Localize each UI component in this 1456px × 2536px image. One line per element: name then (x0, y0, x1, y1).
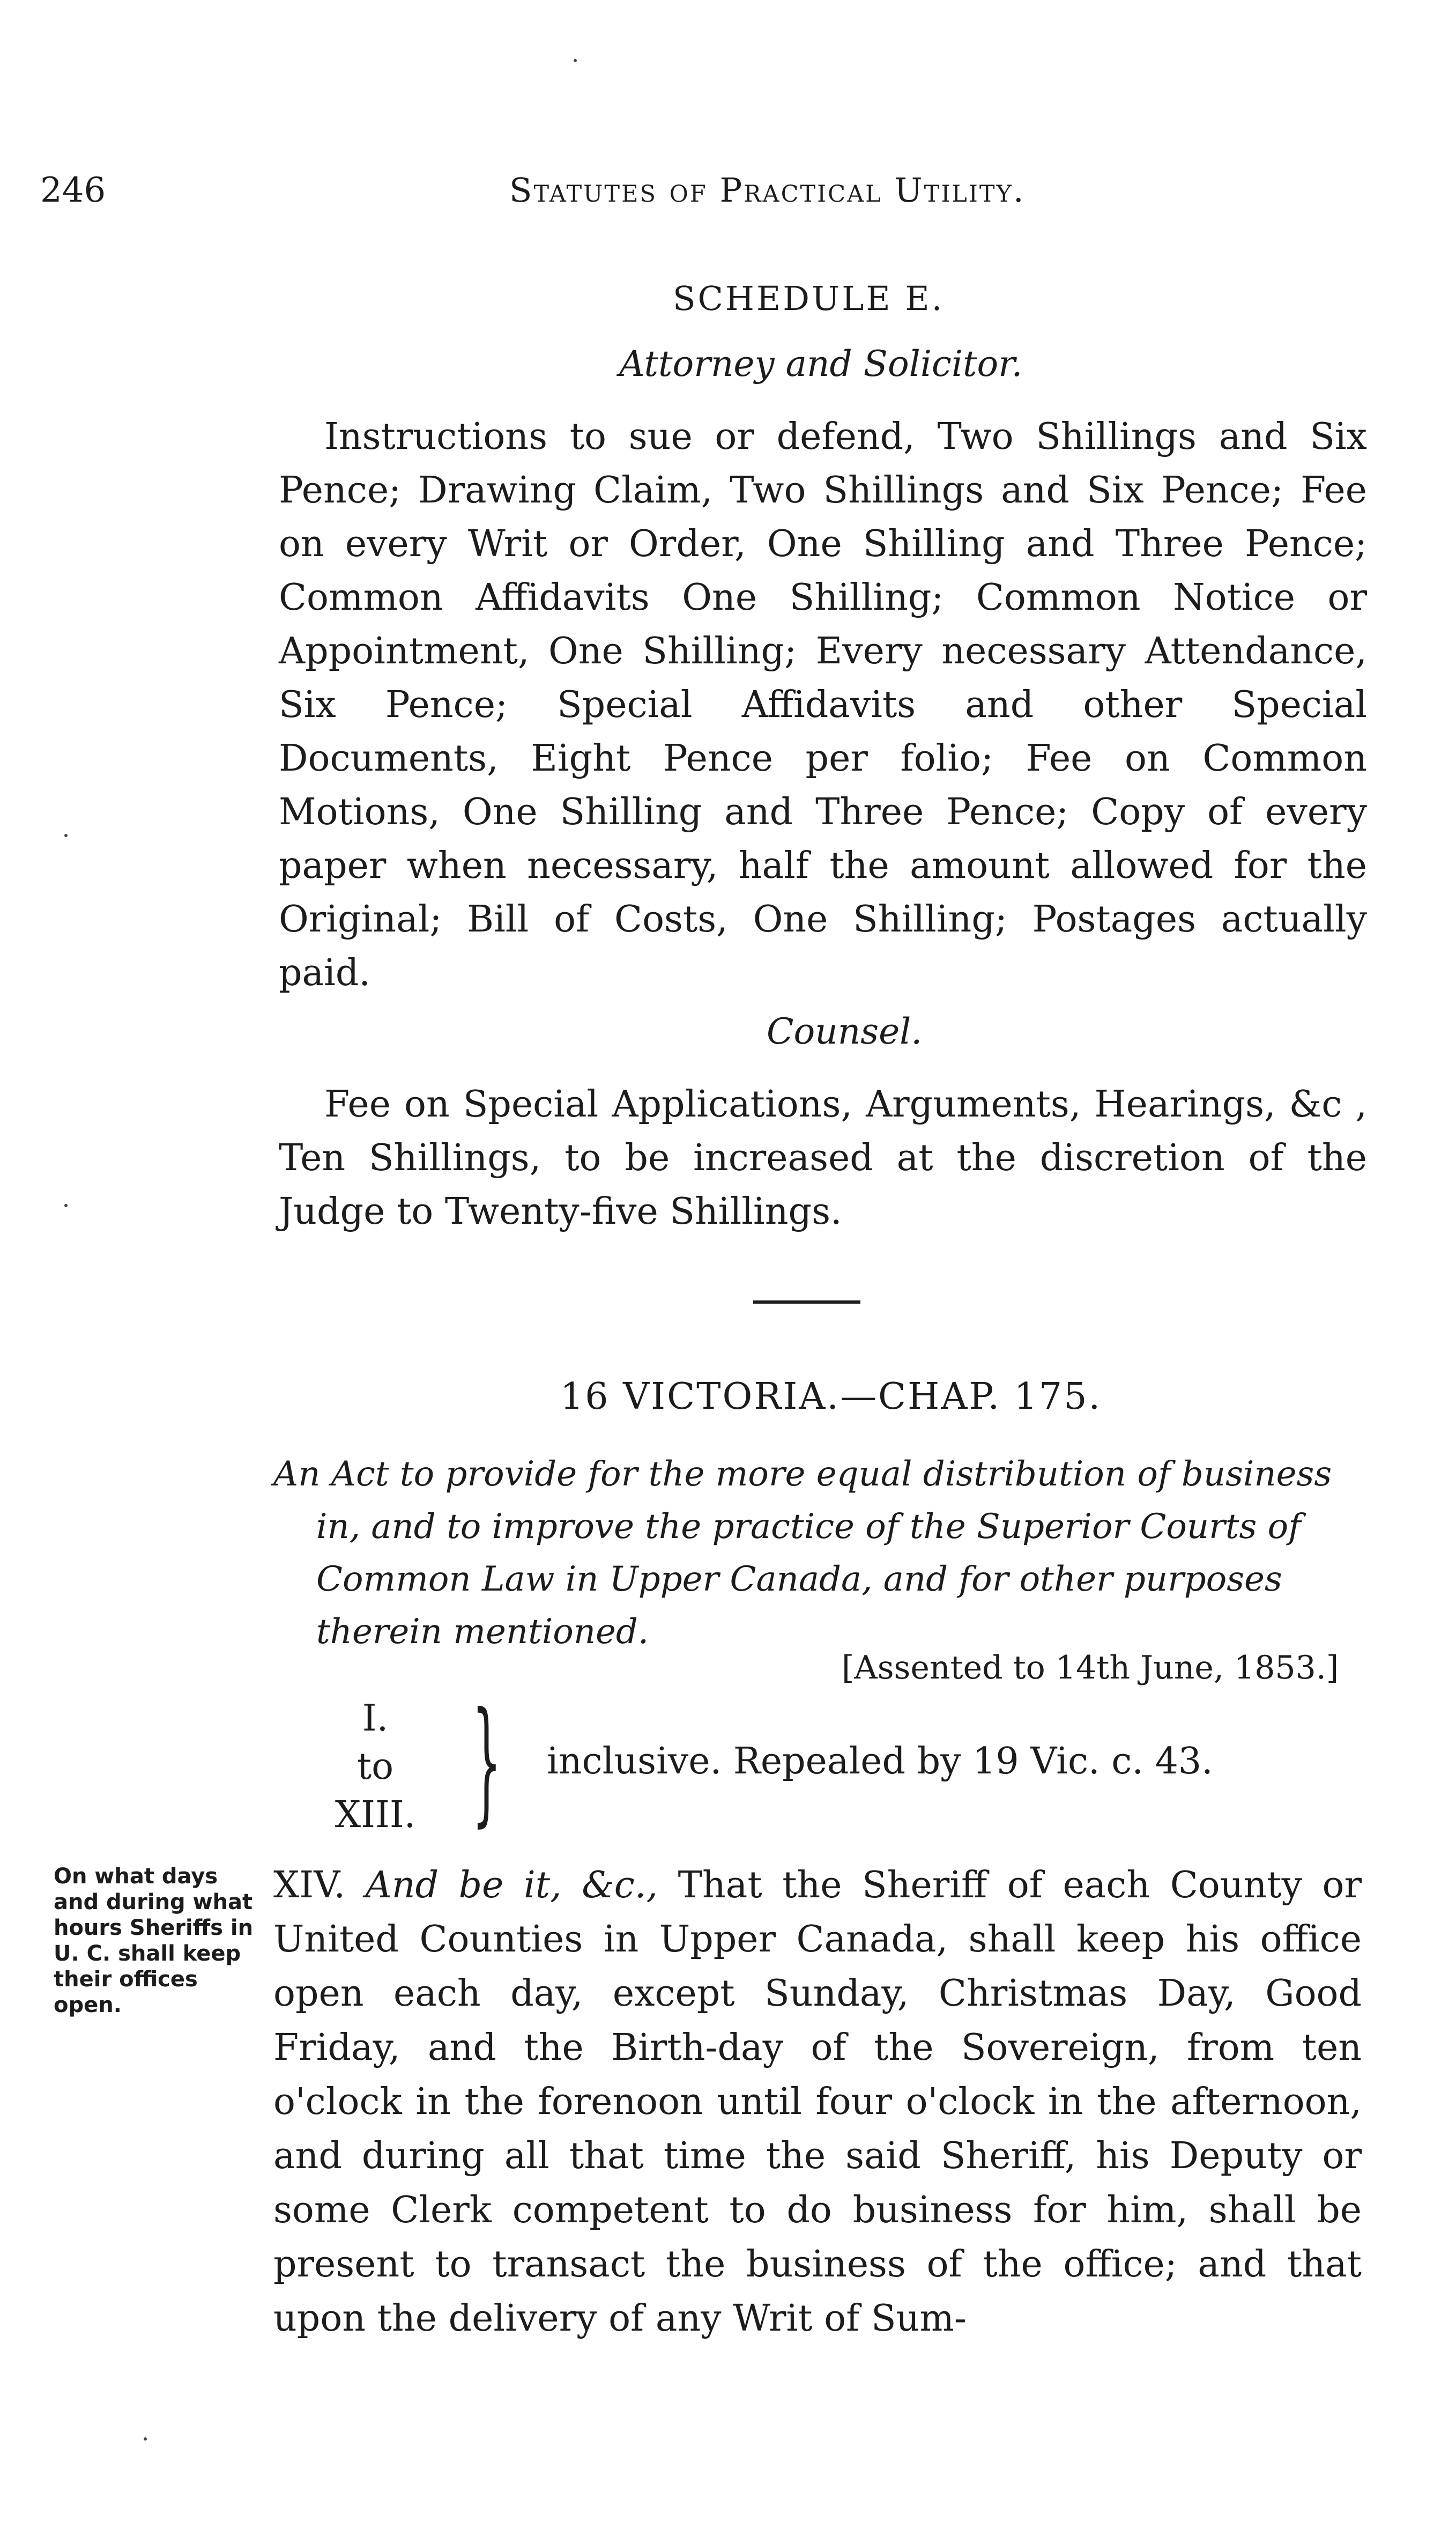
section-divider (753, 1300, 860, 1304)
running-head: Statutes of Practical Utility. (509, 171, 1026, 210)
section-14-text: That the Sheriff of each County or United Counties in Upper Canada, shall keep his office open each day, except Sunday, Christmas Day, Good Friday, and the Birth-day of the Sovereign, from ten o'clock in the forenoon until four o'clock in the afternoon, and during all that time the said Sheriff, his Deputy or some Clerk competent to do business for him, shall be present to transact the business of the office; and that upon the delivery of any Writ of Sum- (273, 1864, 1362, 2340)
schedule-title: SCHEDULE E. (673, 279, 945, 318)
repeal-note: inclusive. Repealed by 19 Vic. c. 43. (547, 1740, 1213, 1783)
section-range-from: I. (362, 1697, 389, 1740)
act-title (273, 1448, 1362, 1658)
scan-speck (574, 59, 577, 62)
act-title-continuation: in, and to improve the practice of the Superior Courts of Common Law in Upper Canada, and for other purposes therein mentioned. (316, 1507, 1301, 1652)
section-14-enacting-phrase: And be it, &c., (365, 1864, 658, 1906)
counsel-heading: Counsel. (767, 1011, 923, 1052)
scan-speck (144, 2437, 147, 2441)
attorney-fees-paragraph (279, 410, 1367, 1000)
section-range-to-word: to (356, 1746, 394, 1788)
act-title-first-line: An Act to provide for the more equal distribution of business (273, 1454, 1332, 1494)
counsel-fees-paragraph (279, 1078, 1367, 1239)
assent-date: [Assented to 14th June, 1853.] (842, 1649, 1339, 1687)
attorney-heading: Attorney and Solicitor. (619, 343, 1023, 385)
page-number: 246 (40, 171, 106, 210)
scan-speck (64, 834, 68, 837)
section-14-paragraph (273, 1858, 1362, 2346)
counsel-fees-text: Fee on Special Applications, Arguments, Hearings, &c , Ten Shillings, to be increased at the discretion of the Judge to Twenty-five Shillings. (279, 1083, 1367, 1233)
section-range-brace: } (472, 1683, 502, 1839)
attorney-fees-text: Instructions to sue or defend, Two Shillings and Six Pence; Drawing Claim, Two Shillings and Six Pence; Fee on every Writ or Order, One Shilling and Three Pence; Common Affidavits One Shilling; Common Notice or Appointment, One Shilling; Every necessary Attendance, Six Pence; Special Affidavits and other Special Documents, Eight Pence per folio; Fee on Common Motions, One Shilling and Three Pence; Copy of every paper when necessary, half the amount allowed for the Original; Bill of Costs, One Shilling; Postages actually paid. (279, 416, 1367, 994)
margin-note: On what days and during what hours Sheriffs in U. C. shall keep their offices open. (54, 1864, 254, 2017)
scan-speck (64, 1204, 68, 1207)
section-14-number: XIV. (273, 1864, 346, 1906)
chapter-title: 16 VICTORIA.—CHAP. 175. (560, 1376, 1102, 1418)
section-range-to: XIII. (335, 1794, 416, 1836)
